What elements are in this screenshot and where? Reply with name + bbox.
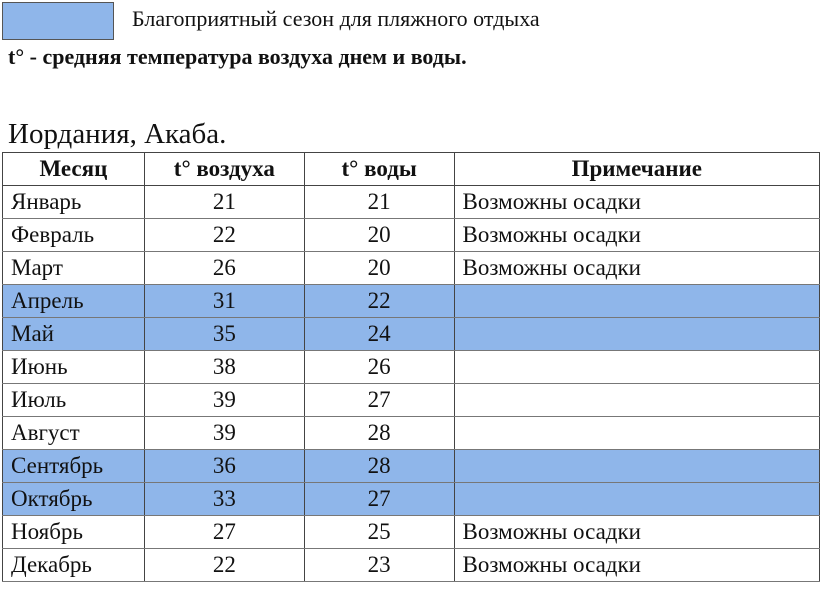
month-cell: Декабрь	[3, 549, 145, 582]
water-temp-cell: 26	[304, 351, 454, 384]
air-temp-cell: 38	[144, 351, 304, 384]
air-temp-cell: 26	[144, 252, 304, 285]
month-cell: Февраль	[3, 219, 145, 252]
note-cell	[454, 384, 819, 417]
water-temp-cell: 20	[304, 252, 454, 285]
legend-swatch	[2, 2, 114, 40]
note-cell: Возможны осадки	[454, 186, 819, 219]
water-temp-cell: 20	[304, 219, 454, 252]
table-row	[3, 252, 820, 285]
air-temp-cell: 22	[144, 219, 304, 252]
note-cell: Возможны осадки	[454, 252, 819, 285]
table-row	[3, 186, 820, 219]
header-month: Месяц	[3, 153, 145, 186]
table-row	[3, 516, 820, 549]
air-temp-cell: 35	[144, 318, 304, 351]
table-row	[3, 351, 820, 384]
note-cell: Возможны осадки	[454, 549, 819, 582]
water-temp-cell: 27	[304, 384, 454, 417]
month-cell: Май	[3, 318, 145, 351]
month-cell: Октябрь	[3, 483, 145, 516]
air-temp-cell: 21	[144, 186, 304, 219]
note-cell	[454, 318, 819, 351]
climate-table	[2, 152, 820, 582]
header-air-temp: t° воздуха	[144, 153, 304, 186]
water-temp-cell: 28	[304, 417, 454, 450]
page-title: Иордания, Акаба.	[8, 118, 227, 150]
month-cell: Август	[3, 417, 145, 450]
header-note: Примечание	[454, 153, 819, 186]
header-water-temp: t° воды	[304, 153, 454, 186]
water-temp-cell: 24	[304, 318, 454, 351]
note-cell	[454, 285, 819, 318]
note-cell	[454, 417, 819, 450]
air-temp-cell: 22	[144, 549, 304, 582]
table-row	[3, 318, 820, 351]
note-cell: Возможны осадки	[454, 219, 819, 252]
note-cell	[454, 351, 819, 384]
month-cell: Сентябрь	[3, 450, 145, 483]
month-cell: Июль	[3, 384, 145, 417]
table-row	[3, 483, 820, 516]
water-temp-cell: 25	[304, 516, 454, 549]
month-cell: Март	[3, 252, 145, 285]
month-cell: Ноябрь	[3, 516, 145, 549]
table-row	[3, 450, 820, 483]
air-temp-cell: 33	[144, 483, 304, 516]
subtitle: t° - средняя температура воздуха днем и воды.	[8, 44, 467, 69]
water-temp-cell: 27	[304, 483, 454, 516]
table-row	[3, 417, 820, 450]
table-row	[3, 549, 820, 582]
air-temp-cell: 36	[144, 450, 304, 483]
table-row	[3, 384, 820, 417]
month-cell: Июнь	[3, 351, 145, 384]
month-cell: Апрель	[3, 285, 145, 318]
air-temp-cell: 39	[144, 384, 304, 417]
water-temp-cell: 23	[304, 549, 454, 582]
month-cell: Январь	[3, 186, 145, 219]
air-temp-cell: 39	[144, 417, 304, 450]
legend-text: Благоприятный сезон для пляжного отдыха	[132, 6, 540, 31]
table-row	[3, 219, 820, 252]
air-temp-cell: 27	[144, 516, 304, 549]
air-temp-cell: 31	[144, 285, 304, 318]
water-temp-cell: 28	[304, 450, 454, 483]
note-cell	[454, 483, 819, 516]
water-temp-cell: 21	[304, 186, 454, 219]
table-header-row	[3, 153, 820, 186]
water-temp-cell: 22	[304, 285, 454, 318]
table-row	[3, 285, 820, 318]
note-cell: Возможны осадки	[454, 516, 819, 549]
note-cell	[454, 450, 819, 483]
